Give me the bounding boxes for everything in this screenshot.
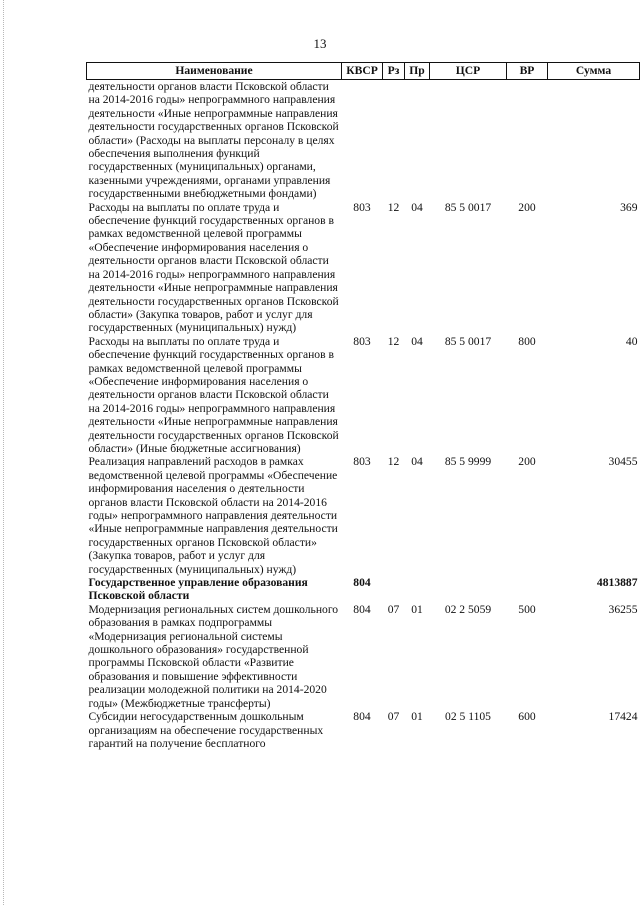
cell-name: Модернизация региональных систем дошкольного образования в рамках подпрограммы «Модернизация региональной системы дошкольного образования» государственной программы Псковской области «Развитие образования и повышение эффективности реализации молодежной политики на 2014-2020 годы» (Межбюджетные трансферты) xyxy=(88,602,339,710)
cell-vr: 200 xyxy=(518,455,536,469)
cell-kvsr: 803 xyxy=(353,455,371,469)
table-row xyxy=(87,335,640,456)
cell-sum: 30455 xyxy=(608,455,638,469)
cell-rz: 07 xyxy=(387,602,400,616)
header-csr: ЦСР xyxy=(430,63,507,80)
cell-rz: 12 xyxy=(387,200,400,214)
table-row xyxy=(87,80,640,201)
page-number: 13 xyxy=(313,36,327,51)
cell-rz: 12 xyxy=(387,455,400,469)
cell-name: Расходы на выплаты по оплате труда и обеспечение функций государственных органов в рамках ведомственной целевой программы «Обеспечение информирования населения о деятельности органов власти Псковской области на 2014-2016 годы» непрограммного направления деятельности «Иные непрограммные направления деятельности государственных органов Псковской области» (Иные бюджетные ассигнования) xyxy=(88,334,339,455)
cell-vr: 200 xyxy=(518,200,536,214)
cell-kvsr: 804 xyxy=(353,602,371,616)
cell-kvsr: 803 xyxy=(353,200,371,214)
cell-pr: 04 xyxy=(411,334,423,348)
table-row xyxy=(87,710,640,750)
header-name: Наименование xyxy=(87,63,342,80)
cell-sum: 40 xyxy=(625,334,638,348)
header-rz: Рз xyxy=(383,63,405,80)
cell-csr: 85 5 9999 xyxy=(444,455,492,469)
cell-pr: 04 xyxy=(411,200,423,214)
cell-name: Субсидии негосударственным дошкольным организациям на обеспечение государственных гарантий на получение бесплатного xyxy=(88,710,324,750)
table-row xyxy=(87,455,640,576)
table-header xyxy=(87,63,640,80)
budget-table xyxy=(86,62,640,750)
cell-vr: 500 xyxy=(518,602,536,616)
table-body xyxy=(87,80,640,751)
cell-pr: 01 xyxy=(411,710,423,724)
cell-pr xyxy=(405,80,430,201)
cell-name: Расходы на выплаты по оплате труда и обеспечение функций государственных органов в рамках ведомственной целевой программы «Обеспечение информирования населения о деятельности органов власти Псковской области на 2014-2016 годы» непрограммного направления деятельности «Иные непрограммные направления деятельности государственных органов Псковской области» (Закупка товаров, работ и услуг для государственных (муниципальных) нужд) xyxy=(88,200,339,335)
cell-kvsr: 804 xyxy=(353,710,371,724)
cell-kvsr: 803 xyxy=(353,334,371,348)
cell-rz: 12 xyxy=(387,334,400,348)
cell-pr: 01 xyxy=(411,602,423,616)
cell-name: Реализация направлений расходов в рамках ведомственной целевой программы «Обеспечение информирования населения о деятельности органов власти Псковской области на 2014-2016 годы» непрограммного направления деятельности «Иные непрограммные направления деятельности государственных органов Псковской области» (Закупка товаров, работ и услуг для государственных (муниципальных) нужд) xyxy=(88,455,338,576)
cell-name: Государственное управление образования Псковской области xyxy=(88,576,308,603)
cell-rz: 07 xyxy=(387,710,400,724)
cell-pr xyxy=(405,576,430,603)
cell-rz xyxy=(383,80,405,201)
header-kvsr: КВСР xyxy=(342,63,383,80)
cell-vr xyxy=(507,576,548,603)
table-row xyxy=(87,201,640,335)
cell-vr xyxy=(507,80,548,201)
cell-vr: 600 xyxy=(518,710,536,724)
cell-pr: 04 xyxy=(411,455,423,469)
cell-sum xyxy=(548,80,640,201)
page-edge-line xyxy=(3,0,4,905)
cell-kvsr xyxy=(342,80,383,201)
table-row xyxy=(87,603,640,710)
cell-sum: 4813887 xyxy=(596,576,638,590)
header-vr: ВР xyxy=(507,63,548,80)
table-row-department xyxy=(87,576,640,603)
cell-vr: 800 xyxy=(518,334,536,348)
cell-sum: 36255 xyxy=(608,602,638,616)
cell-csr xyxy=(430,576,507,603)
cell-rz xyxy=(383,576,405,603)
cell-csr xyxy=(430,80,507,201)
cell-csr: 02 5 1105 xyxy=(445,710,491,724)
cell-name: деятельности органов власти Псковской области на 2014-2016 годы» непрограммного направления деятельности «Иные непрограммные направления деятельности государственных органов Псковской области» (Расходы на выплаты персоналу в целях обеспечения выполнения функций государственных (муниципальных) органами, казенными учреждениями, органами управления государственными внебюджетными фондами) xyxy=(88,80,339,201)
cell-csr: 02 2 5059 xyxy=(444,602,492,616)
header-pr: Пр xyxy=(405,63,430,80)
cell-sum: 369 xyxy=(620,200,638,214)
cell-kvsr: 804 xyxy=(353,576,371,590)
cell-csr: 85 5 0017 xyxy=(444,200,492,214)
header-sum: Сумма xyxy=(548,63,640,80)
cell-csr: 85 5 0017 xyxy=(444,334,492,348)
cell-sum: 17424 xyxy=(608,710,638,724)
